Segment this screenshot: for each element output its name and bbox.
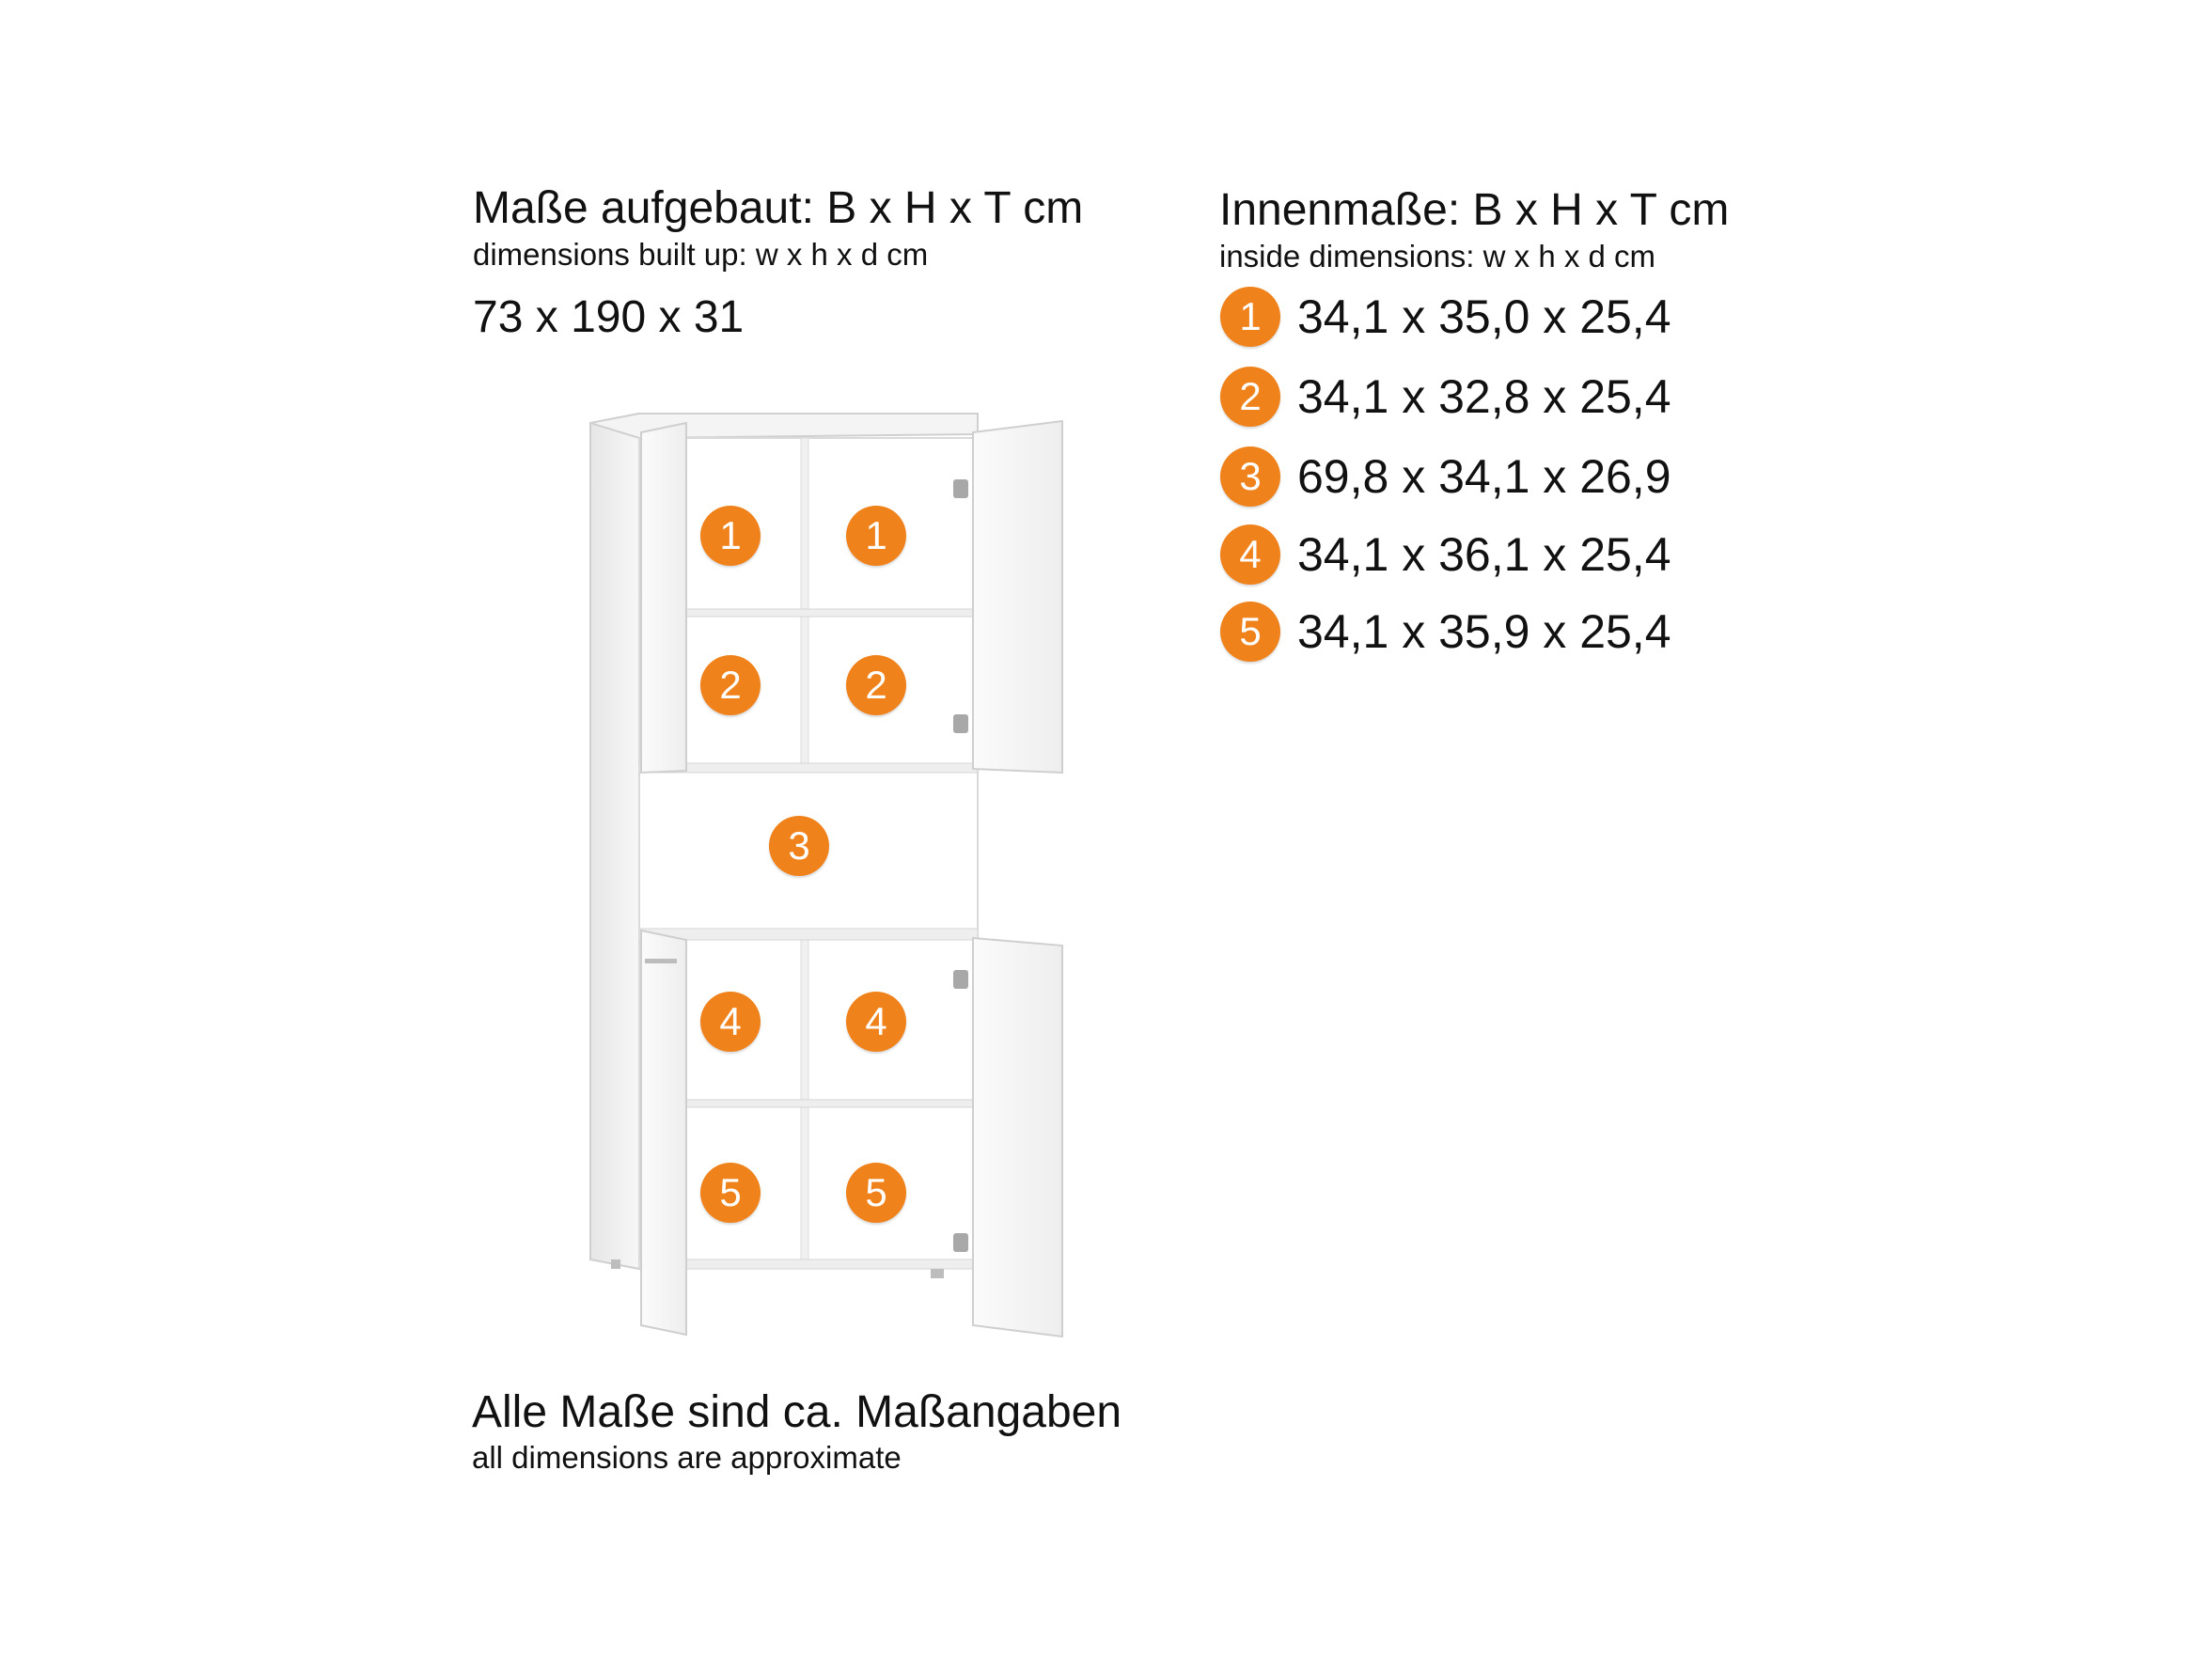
compartment-number-badge: 1 [1220,287,1280,347]
inside-dimension-row-5 [1220,602,1671,662]
compartment-number-badge: 5 [1220,602,1280,662]
cabinet-shelf [639,929,978,940]
cabinet-shelf [639,763,978,773]
compartment-number-badge: 3 [1220,446,1280,507]
cabinet-door-upper-left [641,423,686,773]
inside-dimensions-subtitle: inside dimensions: w x h x d cm [1219,239,1656,274]
cabinet-foot [611,1259,620,1269]
cabinet-hinge [953,479,968,498]
approximate-note-title: Alle Maße sind ca. Maßangaben [472,1387,1122,1437]
compartment-badge-5-left: 5 [700,1163,761,1223]
inside-dimension-row-2 [1220,367,1671,427]
built-dimensions-subtitle: dimensions built up: w x h x d cm [473,237,929,272]
compartment-badge-2-right: 2 [846,655,906,715]
inside-dimension-value: 34,1 x 36,1 x 25,4 [1297,528,1671,581]
inside-dimension-row-4 [1220,524,1671,585]
cabinet-hinge [953,1233,968,1252]
inside-dimension-row-1 [1220,287,1671,347]
compartment-badge-4-right: 4 [846,992,906,1052]
compartment-number-badge: 2 [1220,367,1280,427]
compartment-badge-5-right: 5 [846,1163,906,1223]
inside-dimension-value: 69,8 x 34,1 x 26,9 [1297,450,1671,503]
cabinet-hinge [953,970,968,989]
inside-dimension-value: 34,1 x 32,8 x 25,4 [1297,370,1671,423]
built-dimensions-title: Maße aufgebaut: B x H x T cm [473,183,1084,233]
cabinet-shelf [669,609,978,617]
cabinet-shelf [669,1100,978,1107]
inside-dimension-value: 34,1 x 35,9 x 25,4 [1297,605,1671,658]
cabinet-foot [931,1269,944,1278]
cabinet-door-lower-left [641,931,686,1335]
compartment-badge-3: 3 [769,816,829,876]
compartment-badge-1-left: 1 [700,506,761,566]
cabinet-side-panel [590,414,639,1269]
cabinet-hinge [953,714,968,733]
overall-dimensions: 73 x 190 x 31 [473,292,745,342]
inside-dimensions-title: Innenmaße: B x H x T cm [1219,185,1730,235]
cabinet-bottom [639,1259,978,1269]
cabinet-handle [645,959,677,963]
cabinet-door-lower-right [973,938,1062,1337]
compartment-badge-2-left: 2 [700,655,761,715]
inside-dimension-value: 34,1 x 35,0 x 25,4 [1297,290,1671,343]
cabinet-divider-upper [801,438,808,767]
compartment-badge-1-right: 1 [846,506,906,566]
inside-dimension-row-3 [1220,446,1671,507]
cabinet-door-upper-right [973,421,1062,773]
approximate-note-subtitle: all dimensions are approximate [472,1440,902,1475]
compartment-badge-4-left: 4 [700,992,761,1052]
cabinet-illustration [564,395,1090,1344]
compartment-number-badge: 4 [1220,524,1280,585]
